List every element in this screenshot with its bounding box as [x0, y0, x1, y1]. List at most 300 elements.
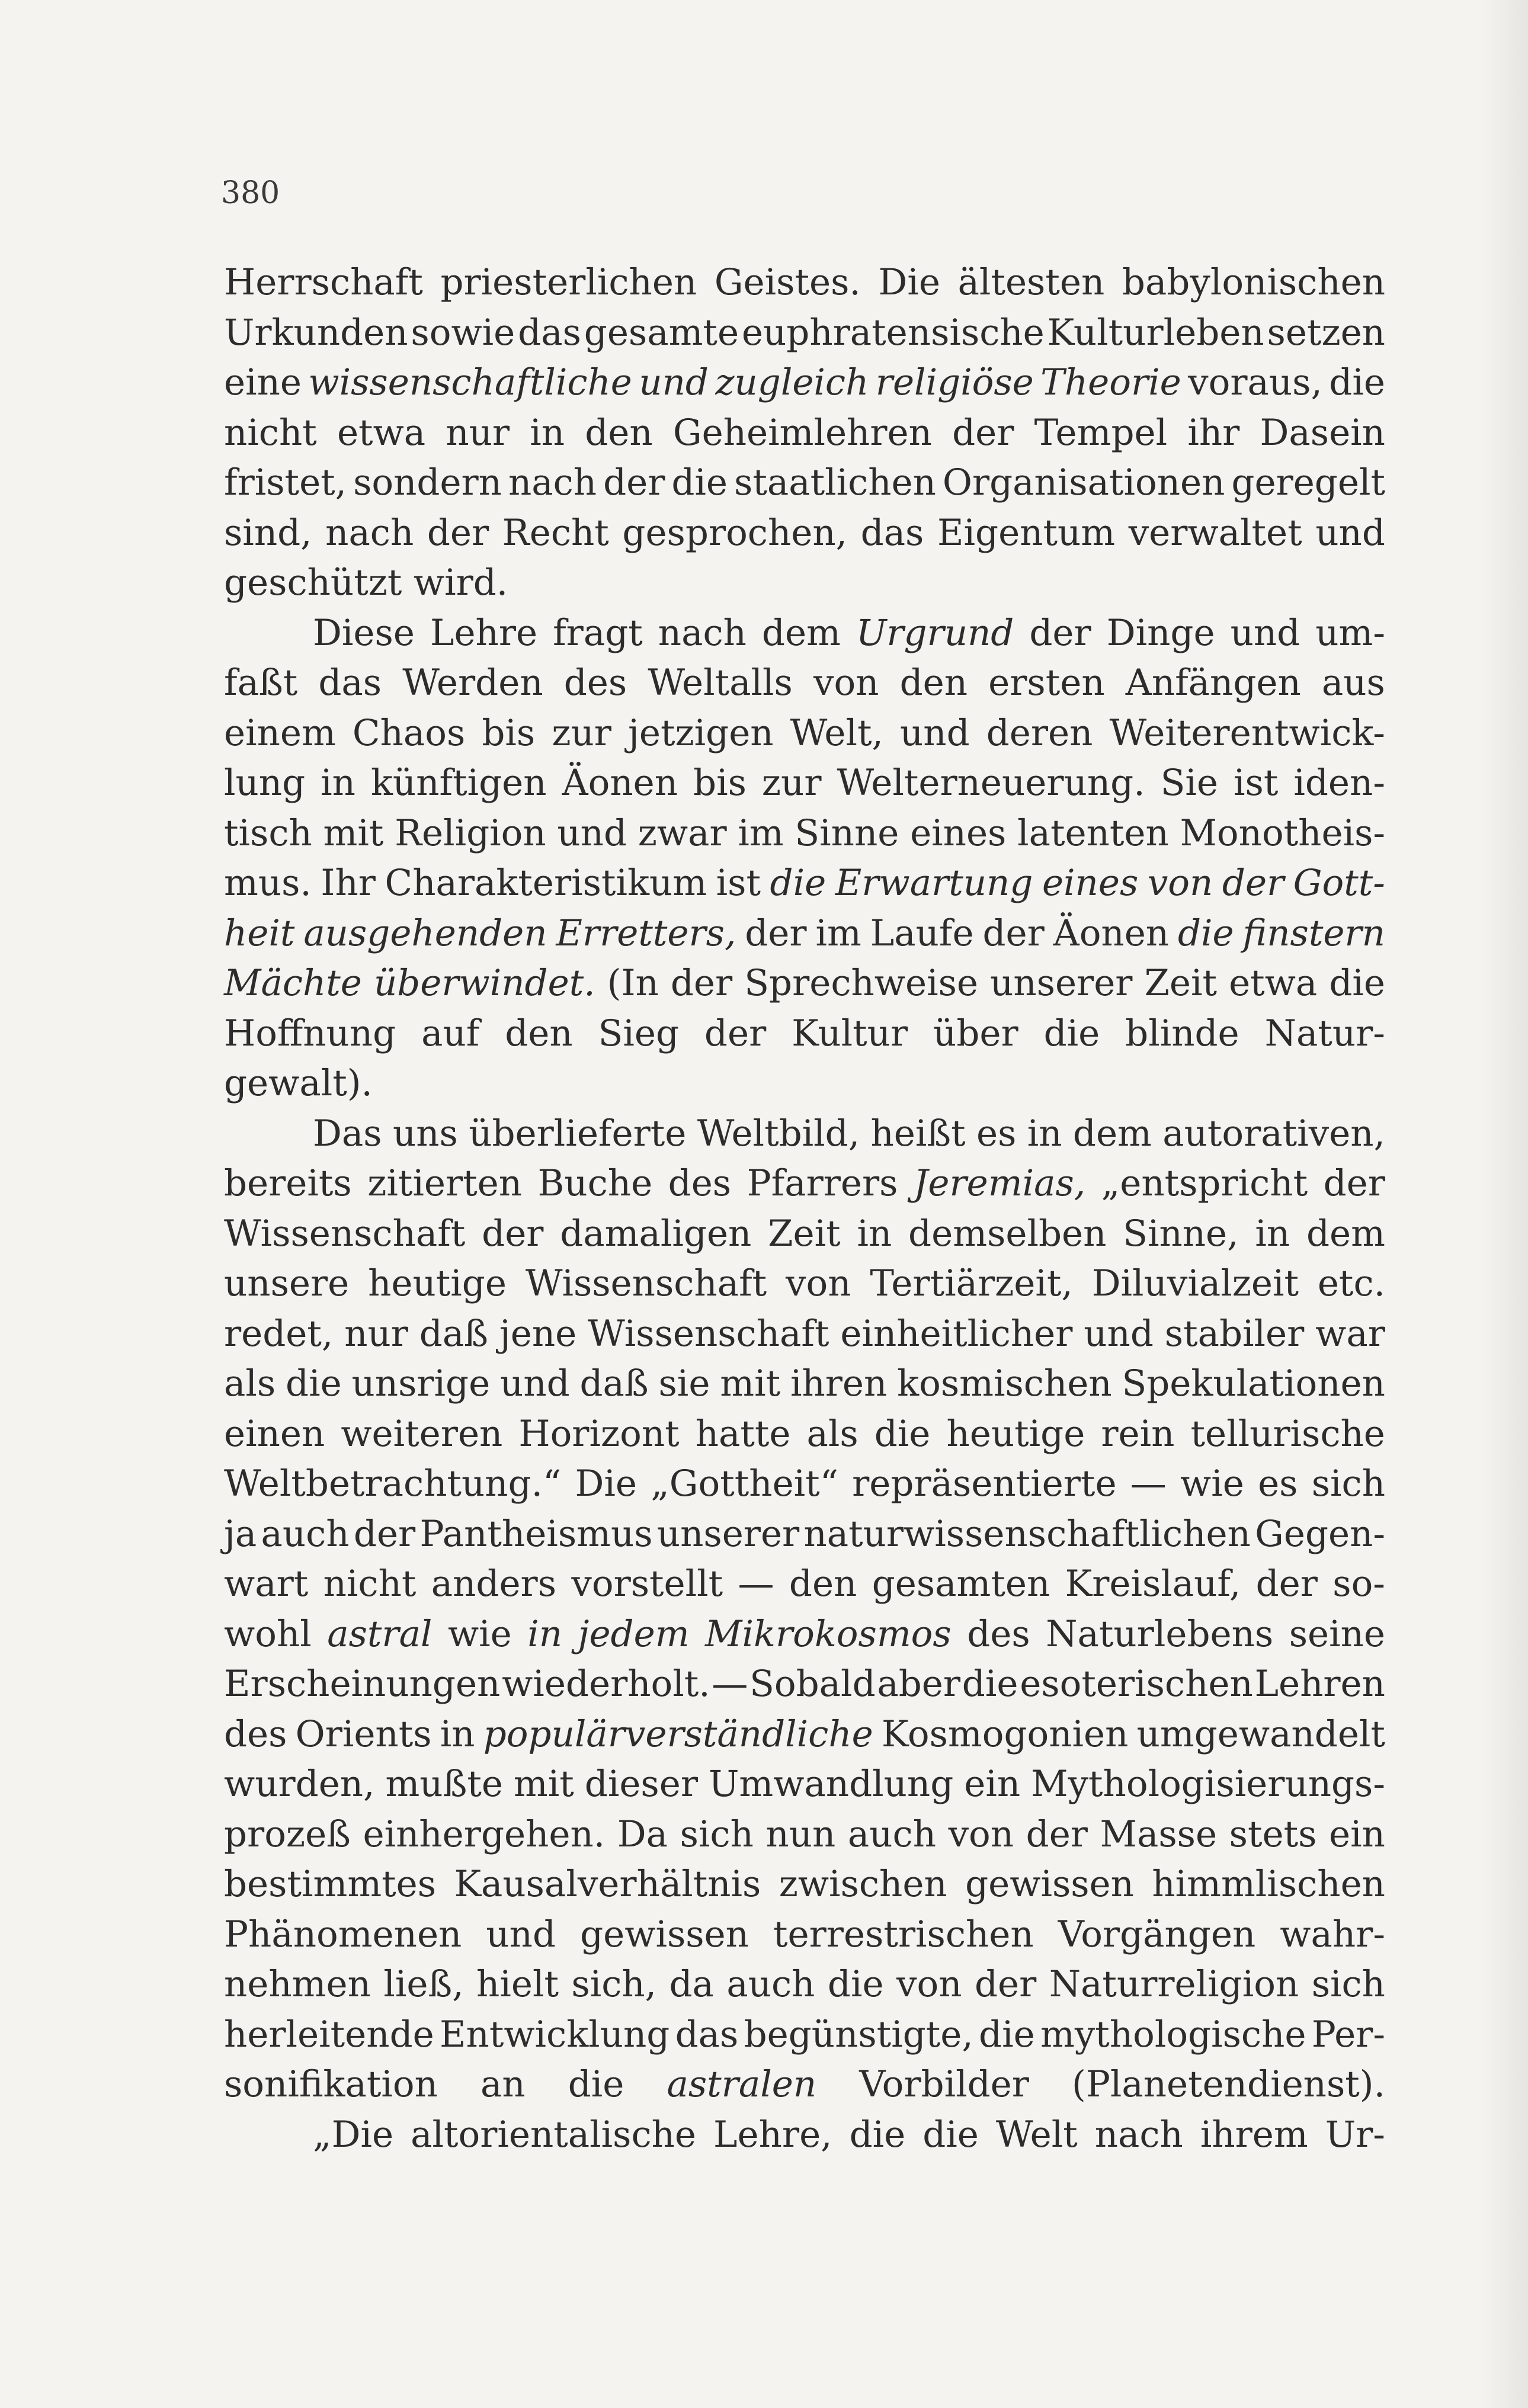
word: den: [789, 1563, 857, 1605]
word: Sobald: [749, 1663, 876, 1705]
word: und: [500, 1362, 570, 1405]
emphasized-word: jedem: [578, 1612, 690, 1655]
word: deren: [986, 711, 1093, 754]
text-line: [224, 1910, 1385, 1960]
word: Sie: [1160, 762, 1219, 804]
word: eines: [910, 812, 1007, 854]
word: als: [806, 1412, 859, 1455]
word: gewissen: [580, 1913, 749, 1955]
word: Weltbild,: [697, 1112, 860, 1155]
word: von: [786, 1262, 851, 1304]
word: seine: [1289, 1612, 1385, 1655]
word: Entwicklung: [440, 2013, 670, 2056]
word: Die: [575, 1463, 637, 1505]
emphasized-word: überwindet.: [373, 962, 595, 1004]
text-line: [224, 1259, 1385, 1309]
word: da: [669, 1963, 714, 2005]
word: von: [896, 1963, 962, 2005]
word: ist: [716, 862, 761, 904]
word: begünstigte,: [744, 2013, 973, 2056]
emphasized-word: Urgrund: [856, 611, 1014, 654]
word: babylonischen: [1122, 261, 1385, 303]
word: jetzigen: [627, 711, 774, 754]
word: ihrem: [1200, 2113, 1308, 2156]
word: Religion: [395, 812, 546, 854]
word: die: [671, 461, 728, 504]
word: die: [849, 2113, 906, 2156]
text-line: [224, 2010, 1385, 2060]
word: aber: [877, 1663, 961, 1705]
word: mythologische: [1040, 2013, 1306, 2056]
word: dem: [761, 611, 841, 654]
word: Eigentum: [937, 511, 1116, 554]
word: stabiler: [1164, 1312, 1305, 1355]
word: repräsentierte: [852, 1463, 1117, 1505]
word: mit: [720, 1362, 781, 1405]
word: auch: [847, 1813, 936, 1855]
word: bereits: [224, 1162, 352, 1204]
word: nach: [325, 511, 414, 554]
word: das: [860, 511, 924, 554]
text-line: [224, 909, 1385, 959]
word: der: [1029, 611, 1091, 654]
word: euphratensische: [741, 311, 1045, 354]
emphasized-word: Jeremias,: [913, 1162, 1086, 1204]
word: ein: [964, 1763, 1021, 1805]
emphasized-word: Mikrokosmos: [705, 1612, 952, 1655]
text-line: [224, 508, 1385, 559]
emphasized-word: die: [1177, 912, 1234, 954]
word: in: [321, 762, 355, 804]
word: der: [704, 1012, 767, 1054]
text-line: [224, 1309, 1385, 1359]
word: prozeß: [224, 1813, 351, 1855]
word: Das: [313, 1112, 382, 1155]
word: der: [603, 461, 665, 504]
word: Die: [878, 261, 940, 303]
word: in: [857, 1212, 892, 1255]
word: tellurische: [1190, 1412, 1385, 1455]
text-line: [224, 408, 1385, 458]
word: demselben: [908, 1212, 1107, 1255]
word: das: [675, 2013, 739, 2056]
word: ist: [1234, 762, 1279, 804]
word: Naturlebens: [1046, 1612, 1274, 1655]
word: hatte: [695, 1412, 791, 1455]
word: Tertiärzeit,: [870, 1262, 1073, 1304]
word: jene: [499, 1312, 577, 1355]
word: dem: [1306, 1212, 1385, 1255]
word: Horizont: [518, 1412, 680, 1455]
word: der: [427, 511, 489, 554]
word: zwar: [638, 812, 727, 854]
word: nur: [446, 411, 510, 454]
word: nur: [344, 1312, 408, 1355]
word: zitierten: [367, 1162, 523, 1204]
word: Erscheinungen: [224, 1663, 501, 1705]
word: verwaltet: [1128, 511, 1302, 554]
text-line: [224, 1159, 1385, 1209]
word: uns: [392, 1112, 458, 1155]
text-line: [224, 708, 1385, 759]
word: Diese: [313, 611, 415, 654]
word: nicht: [323, 1563, 417, 1605]
text-line: [224, 1609, 1385, 1660]
emphasized-word: wissenschaftliche: [308, 361, 632, 403]
word: Ur-: [1325, 2113, 1385, 2156]
word: überlieferte: [469, 1112, 687, 1155]
word: (Planetendienst).: [1072, 2063, 1385, 2105]
word: herleitende: [224, 2013, 434, 2056]
word: Phänomenen: [224, 1913, 462, 1955]
word: Wissenschaft: [525, 1262, 767, 1304]
word: der: [1255, 1563, 1318, 1605]
word: himmlischen: [1152, 1863, 1385, 1905]
word: zur: [552, 711, 611, 754]
word: Natur-: [1264, 1012, 1385, 1054]
text-line: [224, 2060, 1385, 2110]
word: künftigen: [370, 762, 547, 804]
word: von: [813, 662, 879, 704]
text-line: [224, 258, 1385, 308]
word: in: [1255, 1212, 1290, 1255]
word: von: [948, 1813, 1014, 1855]
word: so-: [1332, 1563, 1385, 1605]
word: Sinne,: [1123, 1212, 1239, 1255]
word: blinde: [1125, 1012, 1239, 1054]
word: etwa: [337, 411, 426, 454]
word: die: [979, 2013, 1035, 2056]
page-number: 380: [221, 175, 280, 211]
word: der: [482, 1212, 544, 1255]
word: altorientalische: [411, 2113, 697, 2156]
word: Geheimlehren: [672, 411, 932, 454]
word: und: [1315, 511, 1385, 554]
word: Urkunden: [224, 311, 408, 354]
text-line: [224, 1710, 1385, 1760]
word: im: [738, 812, 784, 854]
text-line: [224, 1859, 1385, 1910]
word: als: [224, 1362, 276, 1405]
text-line: [224, 858, 1385, 909]
word: nach: [658, 611, 747, 654]
word: latenten: [1017, 812, 1169, 854]
word: der: [745, 912, 807, 954]
word: heutige: [946, 1412, 1085, 1455]
word: Kulturleben: [1047, 311, 1264, 354]
word: um-: [1315, 611, 1385, 654]
word: Mythologisierungs-: [1031, 1763, 1385, 1805]
word: an: [480, 2063, 526, 2105]
word: heißt: [870, 1112, 966, 1155]
word: sondern: [353, 461, 502, 504]
word: Spekulationen: [1122, 1362, 1385, 1405]
text-line: [224, 2110, 1385, 2160]
word: Kultur: [792, 1012, 908, 1054]
word: setzen: [1267, 311, 1385, 354]
emphasized-word: Gott-: [1293, 862, 1385, 904]
word: sie: [658, 1362, 710, 1405]
word: Naturreligion: [1049, 1963, 1299, 2005]
emphasized-word: zugleich: [715, 361, 869, 403]
word: ältesten: [957, 261, 1105, 303]
word: Laufe: [870, 912, 974, 954]
word: esoterischen: [1020, 1663, 1253, 1705]
emphasized-word: in: [527, 1612, 563, 1655]
emphasized-word: astralen: [667, 2063, 817, 2105]
emphasized-word: Mächte: [224, 962, 362, 1004]
word: gewissen: [965, 1863, 1134, 1905]
word: sonifikation: [224, 2063, 438, 2105]
word: wart: [224, 1563, 309, 1605]
word: ersten: [988, 662, 1105, 704]
word: und: [486, 1913, 556, 1955]
word: Recht: [502, 511, 609, 554]
word: Wissenschaft: [224, 1212, 466, 1255]
word: der: [974, 1963, 1037, 2005]
word: ließ,: [383, 1963, 464, 2005]
word: ihren: [790, 1362, 888, 1405]
text-line: [224, 758, 1385, 809]
word: Orients: [295, 1713, 432, 1755]
word: terrestrischen: [773, 1913, 1034, 1955]
text-line: [224, 358, 1385, 408]
word: und: [1084, 1312, 1154, 1355]
emphasized-word: religiöse: [875, 361, 1034, 403]
text-line: [224, 1509, 1385, 1560]
word: nicht: [224, 411, 317, 454]
word: Ihr: [321, 862, 376, 904]
word: Kreislauf,: [1065, 1563, 1241, 1605]
word: sind,: [224, 511, 312, 554]
word: die: [874, 1412, 931, 1455]
word: Buche: [537, 1162, 653, 1204]
text-line: [224, 458, 1385, 508]
emphasized-word: der: [1222, 862, 1284, 904]
word: den: [505, 1012, 573, 1054]
word: gesamten: [872, 1563, 1050, 1605]
word: im: [815, 912, 861, 954]
word: stets: [1229, 1813, 1317, 1855]
word: Da: [617, 1813, 668, 1855]
word: auf: [421, 1012, 480, 1054]
word: des: [224, 1713, 287, 1755]
word: und: [1230, 611, 1300, 654]
word: gewalt).: [224, 1062, 373, 1104]
word: nun: [765, 1813, 836, 1855]
word: „entspricht: [1101, 1162, 1308, 1204]
word: einheitlicher: [840, 1312, 1073, 1355]
word: wohl: [224, 1612, 312, 1655]
word: fragt: [553, 611, 643, 654]
word: Kosmogonien: [881, 1713, 1129, 1755]
text-line: [224, 308, 1385, 358]
word: etc.: [1317, 1262, 1385, 1304]
word: Per-: [1311, 2013, 1385, 2056]
word: naturwissenschaftlichen: [803, 1512, 1251, 1555]
word: fristet,: [224, 461, 347, 504]
word: Welterneuerung.: [837, 762, 1145, 804]
word: mit: [323, 812, 384, 854]
word: sich: [1311, 1963, 1385, 2005]
text-line: [224, 1109, 1385, 1159]
word: eine: [224, 361, 302, 403]
word: „Die: [313, 2113, 394, 2156]
word: aus: [1321, 662, 1385, 704]
word: die: [1043, 1012, 1100, 1054]
text-line: [224, 1810, 1385, 1860]
word: Wissenschaft: [588, 1312, 829, 1355]
word: heutige: [368, 1262, 507, 1304]
word: Werden: [402, 662, 543, 704]
word: faßt: [224, 662, 298, 704]
word: die: [568, 2063, 624, 2105]
word: —: [1130, 1463, 1167, 1505]
page-edge-shadow: [1481, 0, 1528, 2408]
word: (In: [607, 962, 659, 1004]
word: wurden,: [224, 1763, 375, 1805]
word: der: [1026, 1813, 1088, 1855]
emphasized-word: Erretters,: [556, 912, 736, 954]
word: der: [353, 1512, 416, 1555]
word: mußte: [385, 1763, 503, 1805]
word: bestimmtes: [224, 1863, 437, 1905]
word: wiederholt.: [502, 1663, 710, 1705]
emphasized-word: heit: [224, 912, 295, 954]
word: hielt: [476, 1963, 559, 2005]
text-line: [224, 608, 1385, 659]
word: des: [563, 662, 627, 704]
word: Äonen: [562, 762, 678, 804]
word: redet,: [224, 1312, 334, 1355]
word: den: [585, 411, 653, 454]
word: Diluvialzeit: [1091, 1262, 1299, 1304]
word: sich,: [571, 1963, 657, 2005]
word: wie: [1180, 1463, 1244, 1505]
word: Kausalverhältnis: [454, 1863, 761, 1905]
word: gesamte: [584, 311, 739, 354]
word: sich: [1311, 1463, 1385, 1505]
word: ein: [1328, 1813, 1385, 1855]
word: anders: [431, 1563, 557, 1605]
word: nach: [508, 461, 597, 504]
word: die: [922, 2113, 979, 2156]
word: Charakteristikum: [385, 862, 707, 904]
word: es: [976, 1112, 1017, 1155]
word: gesprochen,: [622, 511, 848, 554]
emphasized-word: populärverständliche: [483, 1713, 873, 1755]
word: mit: [513, 1763, 574, 1805]
word: war: [1315, 1312, 1385, 1355]
word: ja: [224, 1512, 257, 1555]
emphasized-word: eines: [1042, 862, 1139, 904]
word: —: [738, 1563, 774, 1605]
word: geregelt: [1231, 461, 1385, 504]
word: nach: [1094, 2113, 1183, 2156]
text-line: [224, 1209, 1385, 1259]
word: bis: [482, 711, 536, 754]
word: einen: [224, 1412, 325, 1455]
word: unsere: [224, 1262, 350, 1304]
word: Pfarrers: [747, 1162, 898, 1204]
emphasized-word: von: [1147, 862, 1213, 904]
word: wird.: [413, 562, 508, 604]
word: wie: [447, 1612, 512, 1655]
emphasized-word: und: [639, 361, 709, 403]
word: Hoffnung: [224, 1012, 396, 1054]
word: unsrige: [351, 1362, 491, 1405]
text-line: [224, 1009, 1385, 1059]
word: Sieg: [598, 1012, 680, 1054]
text-line: [224, 1759, 1385, 1810]
word: der: [670, 962, 733, 1004]
word: bis: [693, 762, 747, 804]
text-line: [224, 1659, 1385, 1710]
text-line: [224, 1559, 1385, 1609]
word: Sprechweise: [744, 962, 979, 1004]
text-line: [224, 558, 1385, 608]
word: über: [933, 1012, 1018, 1054]
word: der: [1323, 1162, 1385, 1204]
text-line: [224, 1059, 1385, 1109]
word: Weltalls: [648, 662, 793, 704]
word: Zeit: [768, 1212, 841, 1255]
word: sowie: [411, 311, 515, 354]
word: in: [440, 1713, 475, 1755]
word: Geistes.: [714, 261, 861, 303]
word: etwa: [1229, 962, 1318, 1004]
word: Organisationen: [942, 461, 1225, 504]
word: der: [982, 912, 1045, 954]
text-line: [224, 1409, 1385, 1460]
word: autorativen,: [1162, 1112, 1385, 1155]
word: der: [952, 411, 1014, 454]
word: Lehren: [1254, 1663, 1385, 1705]
word: das: [518, 311, 581, 354]
word: in: [1027, 1112, 1062, 1155]
word: daß: [579, 1362, 649, 1405]
word: ihr: [1187, 411, 1240, 454]
word: Lehre: [430, 611, 538, 654]
word: Welt: [995, 2113, 1078, 2156]
word: Zeit: [1144, 962, 1218, 1004]
text-line: [224, 809, 1385, 859]
word: „Gottheit“: [651, 1463, 838, 1505]
word: —: [712, 1663, 748, 1705]
word: des: [967, 1612, 1030, 1655]
text-line: [224, 1359, 1385, 1409]
word: weiteren: [341, 1412, 503, 1455]
word: voraus,: [1188, 361, 1322, 403]
word: Anfängen: [1125, 662, 1301, 704]
word: und: [900, 711, 970, 754]
word: umgewandelt: [1136, 1713, 1385, 1755]
word: einem: [224, 711, 336, 754]
word: mus.: [224, 862, 312, 904]
word: unserer: [990, 962, 1133, 1004]
word: Weiterentwick-: [1109, 711, 1385, 754]
emphasized-word: Theorie: [1040, 361, 1181, 403]
word: Weltbetrachtung.“: [224, 1463, 562, 1505]
word: vorstellt: [571, 1563, 723, 1605]
word: die: [1329, 361, 1385, 403]
word: staatlichen: [734, 461, 936, 504]
word: geschützt: [224, 562, 402, 604]
word: Dinge: [1106, 611, 1215, 654]
word: kosmischen: [897, 1362, 1112, 1405]
word: die: [962, 1663, 1018, 1705]
word: unserer: [656, 1512, 800, 1555]
